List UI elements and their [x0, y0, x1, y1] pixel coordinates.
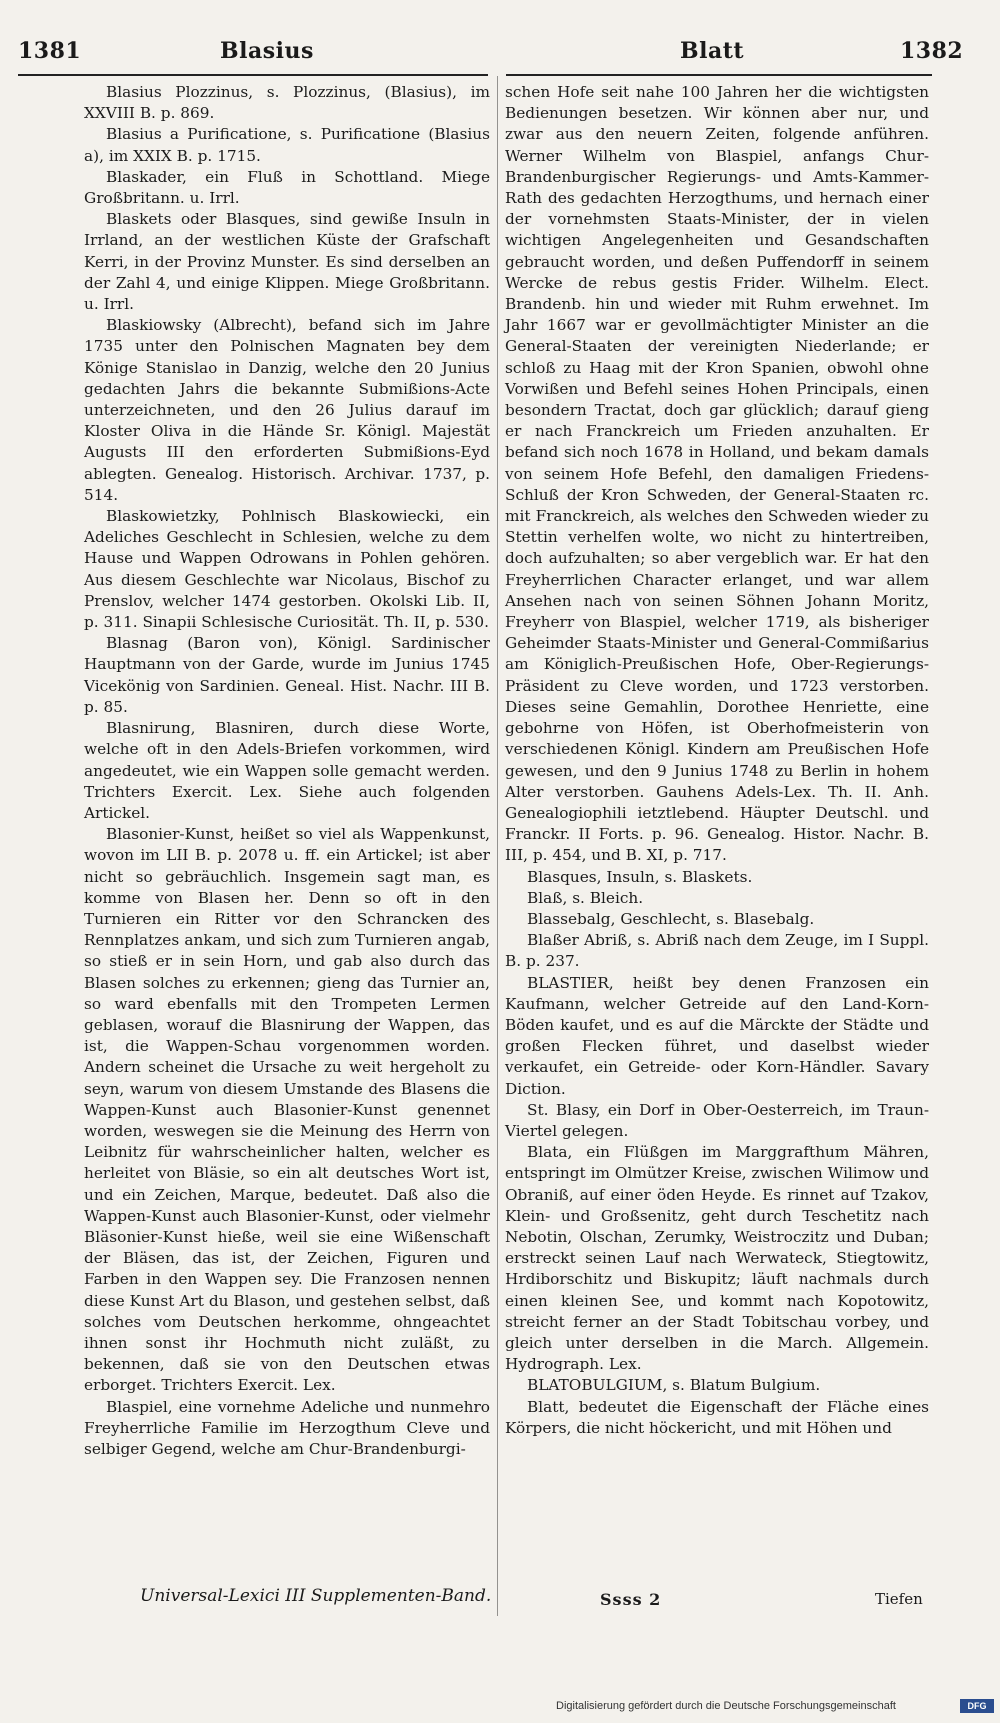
- entry-blastier: BLASTIER, heißt bey denen Franzosen ein Kaufmann, welcher Getreide auf den Land-Korn-Böden kaufet, und es auf die Märckte der Städte und großen Flecken führet, und daselbst wieder verkaufet, ein Getreide- oder Korn-Händler. Savary Diction.: [505, 973, 929, 1098]
- entry-blasnag: Blasnag (Baron von), Königl. Sardinischer Hauptmann von der Garde, wurde im Junius 1745 Vicekönig von Sardinien. Geneal. Hist. Nachr. III B. p. 85.: [84, 634, 490, 716]
- header-rule-right: [506, 74, 932, 76]
- entry-blaspiel-continued: schen Hofe seit nahe 100 Jahren her die wichtigsten Bedienungen besetzen. Wir können aber nur, und zwar aus den neuern Zeiten, folgende anführen. Werner Wilhelm von Blaspiel, anfangs Chur-Brandenburgischer Regierungs- und Amts-Kammer-Rath des gedachten Herzogthums, und hernach einer der vornehmsten Staats-Minister, der in vielen wichtigen Angelegenheiten und Gesandschaften gebraucht worden, und deßen Puffendorff in seinem Wercke de rebus gestis Frider. Wilhelm. Elect. Brandenb. hin und wieder mit Ruhm erwehnet. Im Jahr 1667 war er gevollmächtigter Minister an die General-Staaten der vereinigten Niederlande; er schloß zu Haag mit der Kron Spanien, obwohl ohne Vorwißen und Befehl seines Hohen Principals, einen besondern Tractat, doch gar glücklich; darauf gieng er nach Franckreich um Frieden anzuhalten. Er befand sich noch 1678 in Holland, und bekam damals von seinem Hofe Befehl, den damaligen Friedens-Schluß der Kron Schweden, der General-Staaten rc. mit Franckreich, als welches den Schweden wieder zu Stettin verhelfen wolte, wo nicht zu hintertreiben, doch aufzuhalten; so aber vergeblich war. Er hat den Freyherrlichen Character erlanget, und war allem Ansehen nach von seinen Söhnen Johann Moritz, Freyherr von Blaspiel, welcher 1719, als bisheriger Geheimder Staats-Minister und General-Commißarius am Königlich-Preußischen Hofe, Ober-Regierungs-Präsident zu Cleve worden, und 1723 verstorben. Dieses seine Gemahlin, Dorothee Henriette, eine gebohrne von Höfen, ist Oberhofmeisterin von verschiedenen Königl. Kindern am Preußischen Hofe gewesen, und den 9 Junius 1748 zu Berlin in hohem Alter verstorben. Gauhens Adels-Lex. Th. II. Anh. Genealogiophili ietztlebend. Häupter Deutschl. und Franckr. II Forts. p. 96. Genealog. Histor. Nachr. B. III, p. 454, und B. XI, p. 717.: [505, 83, 929, 865]
- entry-blata: Blata, ein Flüßgen im Marggrafthum Mähren, entspringt im Olmützer Kreise, zwischen Wilimow und Obraniß, auf einer öden Heyde. Es rinnet auf Tzakov, Klein- und Großsenitz, geht durch Teschetitz nach Nebotin, Olschan, Zerumky, Weistroczitz und Duban; erstreckt seinen Lauf nach Werwateck, Stiegtowitz, Hrdiborschitz und Biskupitz; läuft nachmals durch einen kleinen See, und kommt nach Kopotowitz, streicht ferner an der Stadt Tobitschau vorbey, und gleich unter derselben in die March. Allgemein. Hydrograph. Lex.: [505, 1143, 929, 1374]
- column-divider: [497, 76, 498, 1616]
- left-page-number: 1381: [18, 38, 82, 64]
- entry-blatobulgium: BLATOBULGIUM, s. Blatum Bulgium.: [527, 1376, 821, 1395]
- entry-blaskiowsky: Blaskiowsky (Albrecht), befand sich im Jahre 1735 unter den Polnischen Magnaten bey dem Könige Stanislao in Danzig, welche den 20 Junius gedachten Jahrs die bekannte Submißions-Acte unterzeichneten, und den 26 Julius darauf im Kloster Oliva in die Hände Sr. Königl. Majestät Augusts III den erforderten Submißions-Eyd ablegten. Genealog. Historisch. Archivar. 1737, p. 514.: [84, 316, 490, 504]
- entry-blaspiel: Blaspiel, eine vornehme Adeliche und nunmehro Freyherrliche Familie im Herzogthum Cleve und selbiger Gegend, welche am Chur-Brandenburgi-: [84, 1397, 490, 1458]
- entry-blassebalg: Blassebalg, Geschlecht, s. Blasebalg.: [527, 909, 815, 928]
- digitization-note: Digitalisierung gefördert durch die Deutsche Forschungsgemeinschaft: [556, 1700, 896, 1712]
- entry-blasonier-kunst: Blasonier-Kunst, heißet so viel als Wappenkunst, wovon im LII B. p. 2078 u. ff. ein Artickel; ist aber nicht so gebräuchlich. Insgemein sagt man, es komme von Blasen her. Denn so oft in den Turnieren ein Ritter vor den Schrancken des Rennplatzes ankam, und sich zum Turnieren angab, so stieß er in sein Horn, und gab also durch das Blasen solches zu erkennen; gieng das Turnier an, so ward ebenfalls mit den Trompeten Lermen geblasen, worauf die Blasnirung der Wappen, das ist, die Wappen-Schau vorgenommen worden. Andern scheinet die Ursache zu weit hergeholt zu seyn, warum von diesem Umstande des Blasens die Wappen-Kunst auch Blasonier-Kunst genennet worden, weswegen sie die Meinung des Herrn von Leibnitz für wahrscheinlicher halten, welcher es herleitet von Bläsie, so ein alt deutsches Wort ist, und ein Zeichen, Marque, bedeutet. Daß also die Wappen-Kunst auch Blasonier-Kunst, oder vielmehr Bläsonier-Kunst hieße, weil sie eine Wißenschaft der Bläsen, das ist, der Zeichen, Figuren und Farben in den Wappen sey. Die Franzosen nennen diese Kunst Art du Blason, und gestehen selbst, daß solches vom Deutschen herkomme, ohngeachtet ihnen sonst ihr Hochmuth nicht zuläßt, zu bekennen, daß sie von den Deutschen etwas erborget. Trichters Exercit. Lex.: [84, 825, 490, 1395]
- volume-line: Universal-Lexici III Supplementen-Band.: [140, 1586, 492, 1606]
- entry-blasius-a-purificatione: Blasius a Purificatione, s. Purificatione (Blasius a), im XXIX B. p. 1715.: [84, 125, 490, 165]
- entry-blaskader: Blaskader, ein Fluß in Schottland. Miege Großbritann. u. Irrl.: [84, 167, 490, 208]
- dfg-logo: DFG: [960, 1699, 994, 1713]
- entry-blass: Blaß, s. Bleich.: [527, 888, 644, 907]
- entry-blasques: Blasques, Insuln, s. Blaskets.: [527, 867, 753, 886]
- entry-blasnirung: Blasnirung, Blasniren, durch diese Worte, welche oft in den Adels-Briefen vorkommen, wird angedeutet, wie ein Wappen solle gemacht werden. Trichters Exercit. Lex. Siehe auch folgenden Artickel.: [84, 719, 490, 822]
- header-rule-left: [18, 74, 488, 76]
- entry-st-blasy: St. Blasy, ein Dorf in Ober-Oesterreich, im Traun-Viertel gelegen.: [505, 1100, 929, 1140]
- entry-blatt: Blatt, bedeutet die Eigenschaft der Fläche eines Körpers, die nicht höckericht, und mit Höhen und: [505, 1397, 929, 1437]
- catchword: Tiefen: [875, 1590, 923, 1608]
- right-column: [505, 82, 929, 1439]
- entry-blaskowietzky: Blaskowietzky, Pohlnisch Blaskowiecki, ein Adeliches Geschlecht in Schlesien, welche zu dem Hause und Wappen Odrowans in Pohlen gehören. Aus diesem Geschlechte war Nicolaus, Bischof zu Prenslov, welcher 1474 gestorben. Okolski Lib. II, p. 311. Sinapii Schlesische Curiosität. Th. II, p. 530.: [84, 507, 490, 632]
- signature-mark: Ssss 2: [600, 1590, 662, 1609]
- left-running-head: Blasius: [220, 38, 314, 64]
- entry-blaskets: Blaskets oder Blasques, sind gewiße Insuln in Irrland, an der westlichen Küste der Grafschaft Kerri, in der Provinz Munster. Es sind derselben an der Zahl 4, und einige Klippen. Miege Großbritann. u. Irrl.: [84, 210, 490, 314]
- entry-blasius-plozzinus: Blasius Plozzinus, s. Plozzinus, (Blasius), im XXVIII B. p. 869.: [84, 83, 490, 123]
- right-running-head: Blatt: [680, 38, 745, 64]
- entry-blasser-abriss: Blaßer Abriß, s. Abriß nach dem Zeuge, im I Suppl. B. p. 237.: [505, 931, 929, 971]
- left-column: [84, 82, 490, 1460]
- right-page-number: 1382: [900, 38, 964, 64]
